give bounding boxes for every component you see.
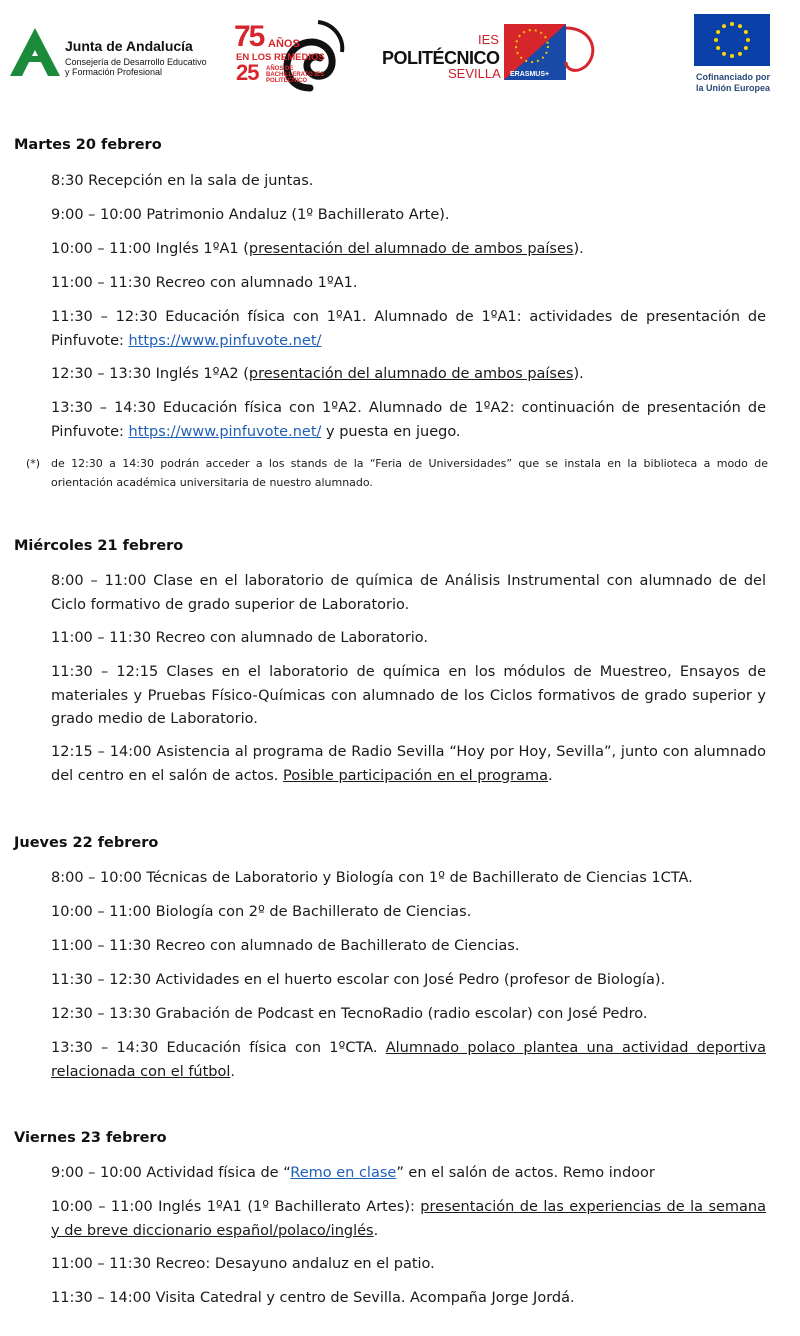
- schedule-item: [51, 306, 766, 353]
- eu-star-icon: [730, 22, 734, 26]
- anniversary-number: 75: [234, 20, 264, 53]
- day-title: Viernes 23 febrero: [14, 1130, 167, 1146]
- eu-star-icon: [716, 30, 720, 34]
- ies-politecnico-logo: [382, 22, 607, 86]
- schedule-item: 11:30 – 12:15 Clases en el laboratorio de química en los módulos de Muestreo, Ensayos de materiales y Pruebas Físico-Químicas con alumnado de los Ciclos formativos de grado superior y grado medio de Laboratorio.: [51, 664, 766, 727]
- schedule-item: [51, 1037, 766, 1084]
- eu-star-icon: [716, 46, 720, 50]
- item-underlined-text: Posible participación en el programa: [283, 767, 549, 784]
- schedule-item: [51, 397, 766, 444]
- erasmus-label: ERASMUS+: [510, 71, 550, 78]
- schedule-item: 11:00 – 11:30 Recreo con alumnado de Laboratorio.: [51, 630, 429, 646]
- eu-star-icon: [714, 38, 718, 42]
- schedule-item: 11:00 – 11:30 Recreo con alumnado de Bachillerato de Ciencias.: [51, 938, 520, 954]
- schedule-item: 8:00 – 11:00 Clase en el laboratorio de química de Análisis Instrumental con alumnado de del Ciclo formativo de grado superior de Laboratorio.: [51, 573, 766, 613]
- eu-star-icon: [746, 38, 750, 42]
- junta-andalucia-logo: [8, 26, 208, 86]
- item-text: 13:30 – 14:30 Educación física con 1ºCTA.: [51, 1040, 386, 1056]
- junta-subtitle-line1: Consejería de Desarrollo Educativo: [65, 57, 207, 67]
- anniversary-sub: AÑOS DE BACHILLERATO IES POLITÉCNICO: [266, 66, 325, 84]
- item-text: 12:30 – 13:30 Inglés 1ºA2 (: [51, 366, 249, 382]
- anniversary-line: EN LOS REMEDIOS: [236, 52, 325, 63]
- schedule-item: [51, 363, 766, 387]
- item-text: 10:00 – 11:00 Inglés 1ºA1 (1º Bachillerato Artes):: [51, 1199, 421, 1215]
- schedule-item: 11:00 – 11:30 Recreo: Desayuno andaluz en el patio.: [51, 1256, 435, 1272]
- item-text: 12:15 – 14:00 Asistencia al programa de Radio Sevilla “Hoy por Hoy, Sevilla”, junto con alumnado del centro en el salón de actos.: [51, 744, 766, 784]
- schedule-item: 9:00 – 10:00 Patrimonio Andaluz (1º Bachillerato Arte).: [51, 207, 450, 223]
- anniversary-logo: [234, 18, 346, 92]
- item-text-end: y puesta en juego.: [321, 423, 461, 440]
- eu-star-icon: [722, 52, 726, 56]
- eu-star-icon: [738, 24, 742, 28]
- schedule-item: 12:30 – 13:30 Grabación de Podcast en TecnoRadio (radio escolar) con José Pedro.: [51, 1006, 648, 1022]
- eu-label: [692, 72, 774, 94]
- item-text: 9:00 – 10:00 Actividad física de “: [51, 1165, 291, 1181]
- day-title: Jueves 22 febrero: [14, 835, 159, 851]
- eu-star-icon: [744, 30, 748, 34]
- eu-flag-icon: [694, 14, 770, 66]
- eu-label-line1: Cofinanciado por: [696, 72, 770, 82]
- item-text-end: .: [230, 1063, 236, 1080]
- eu-cofinanced-logo: [692, 14, 774, 98]
- item-underlined-text: presentación de las experiencias de la semana y de breve diccionario español/polaco/inglés: [51, 1199, 767, 1239]
- schedule-item: 11:00 – 11:30 Recreo con alumnado 1ºA1.: [51, 275, 358, 291]
- footnote-mark: (*): [26, 457, 41, 470]
- eu-label-line2: la Unión Europea: [695, 83, 770, 93]
- item-underlined-text: presentación del alumnado de ambos países: [248, 366, 574, 382]
- eu-star-icon: [744, 46, 748, 50]
- item-text: 10:00 – 11:00 Inglés 1ºA1 (: [51, 241, 249, 257]
- schedule-item: 11:30 – 12:30 Actividades en el huerto escolar con José Pedro (profesor de Biología).: [51, 972, 666, 988]
- erasmus-logo-icon: [502, 22, 602, 82]
- junta-subtitle: [65, 57, 215, 77]
- schedule-item: 8:30 Recepción en la sala de juntas.: [51, 173, 314, 189]
- item-link[interactable]: Remo en clase: [290, 1165, 397, 1181]
- eu-star-icon: [738, 52, 742, 56]
- header: [0, 0, 800, 110]
- item-text-end: .: [548, 767, 553, 784]
- item-text-end: .: [373, 1222, 379, 1239]
- item-text: 11:30 – 12:30 Educación física con 1ºA1. Alumnado de 1ºA1: actividades de presentación de Pinfuvote:: [51, 309, 766, 349]
- schedule-item: [51, 1162, 766, 1186]
- day-title: Martes 20 febrero: [14, 137, 162, 153]
- poli-city: SEVILLA: [448, 66, 501, 81]
- item-text: 13:30 – 14:30 Educación física con 1ºA2. Alumnado de 1ºA2: continuación de presentación de Pinfuvote:: [51, 400, 766, 440]
- day-title: Miércoles 21 febrero: [14, 538, 184, 554]
- schedule-item: [51, 238, 766, 262]
- junta-emblem-icon: [8, 26, 62, 78]
- item-link[interactable]: https://www.pinfuvote.net/: [128, 423, 322, 440]
- schedule-item: [51, 1196, 766, 1243]
- footnote-text: de 12:30 a 14:30 podrán acceder a los stands de la “Feria de Universidades” que se instala en la biblioteca a modo de orientación académica universitaria de nuestro alumnado.: [51, 457, 768, 489]
- item-text-end: ).: [573, 366, 584, 382]
- schedule-item: [51, 741, 766, 788]
- poli-name: POLITÉCNICO: [382, 48, 500, 68]
- item-text-end: ” en el salón de actos. Remo indoor: [396, 1165, 655, 1181]
- eu-star-icon: [730, 54, 734, 58]
- schedule-item: 8:00 – 10:00 Técnicas de Laboratorio y Biología con 1º de Bachillerato de Ciencias 1CTA.: [51, 870, 693, 886]
- anniversary-number-2: 25: [236, 60, 259, 85]
- poli-ies: IES: [478, 32, 499, 47]
- item-underlined-text: presentación del alumnado de ambos países: [248, 241, 574, 257]
- schedule-item: 10:00 – 11:00 Biología con 2º de Bachillerato de Ciencias.: [51, 904, 472, 920]
- junta-subtitle-line2: y Formación Profesional: [65, 67, 163, 77]
- anniversary-word: AÑOS: [268, 38, 300, 50]
- item-link[interactable]: https://www.pinfuvote.net/: [128, 332, 322, 349]
- eu-star-icon: [722, 24, 726, 28]
- junta-title: Junta de Andalucía: [65, 38, 193, 54]
- item-underlined-text: Alumnado polaco plantea una actividad deportiva relacionada con el fútbol: [51, 1040, 766, 1080]
- item-text-end: ).: [573, 241, 584, 257]
- schedule-item: 11:30 – 14:00 Visita Catedral y centro de Sevilla. Acompaña Jorge Jordá.: [51, 1290, 575, 1306]
